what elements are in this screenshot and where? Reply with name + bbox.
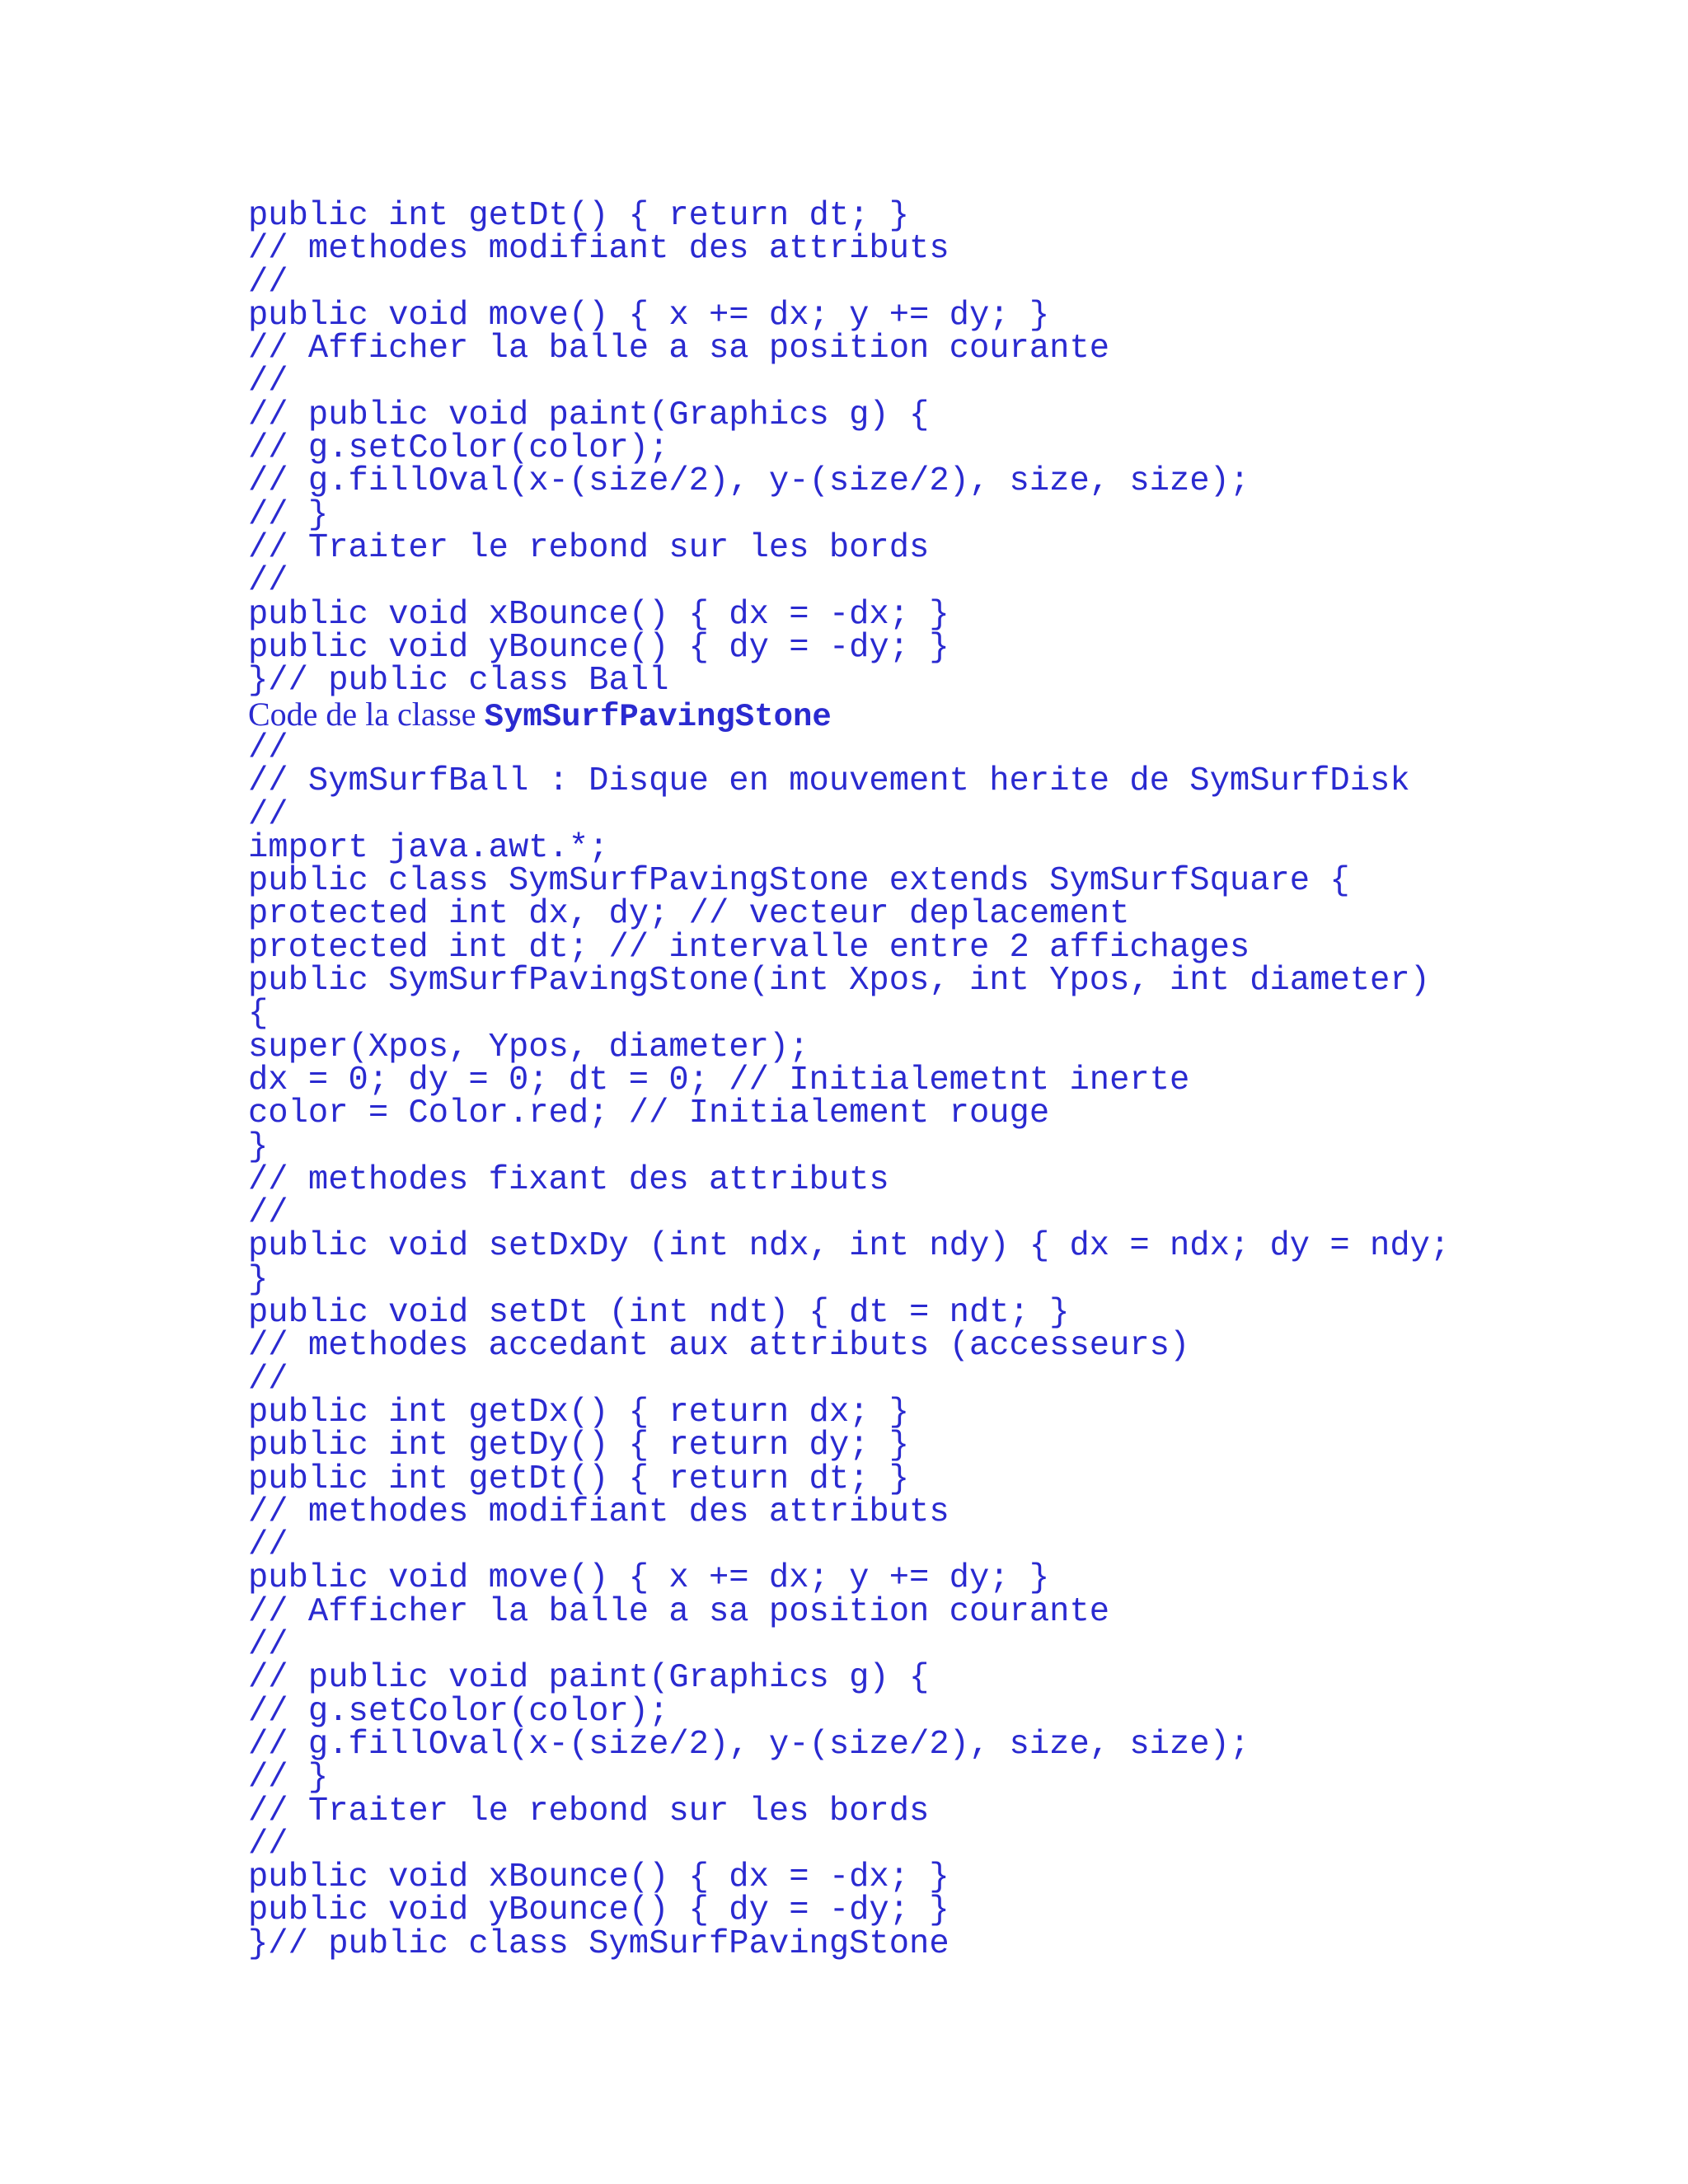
code-line: public int getDt() { return dt; } bbox=[248, 197, 910, 235]
code-line: // bbox=[248, 1626, 288, 1665]
heading-prefix: Code de la classe bbox=[248, 696, 485, 733]
code-line: // } bbox=[248, 495, 329, 534]
code-line: // Traiter le rebond sur les bords bbox=[248, 528, 930, 567]
code-listing-symsurfpavingstone bbox=[248, 729, 1451, 1963]
code-line: } bbox=[248, 1260, 269, 1299]
code-line: super(Xpos, Ypos, diameter); bbox=[248, 1028, 809, 1066]
code-line: { bbox=[248, 995, 269, 1033]
code-line: public int getDy() { return dy; } bbox=[248, 1427, 910, 1465]
heading-class-name: SymSurfPavingStone bbox=[484, 699, 832, 735]
code-line: import java.awt.*; bbox=[248, 828, 609, 867]
code-line: // g.fillOval(x-(size/2), y-(size/2), size, size); bbox=[248, 462, 1250, 501]
code-line: // public void paint(Graphics g) { bbox=[248, 396, 930, 434]
code-line: // methodes modifiant des attributs bbox=[248, 1493, 950, 1531]
code-line: // bbox=[248, 1526, 288, 1565]
code-line: public void xBounce() { dx = -dx; } bbox=[248, 595, 950, 634]
code-line: protected int dt; // intervalle entre 2 affichages bbox=[248, 928, 1250, 967]
code-line: // g.fillOval(x-(size/2), y-(size/2), size, size); bbox=[248, 1725, 1250, 1764]
code-line: } bbox=[248, 1127, 269, 1166]
code-listing-ball-end bbox=[248, 197, 1250, 701]
code-line: // bbox=[248, 795, 288, 834]
code-line: public void move() { x += dx; y += dy; } bbox=[248, 296, 1050, 335]
code-line: // public void paint(Graphics g) { bbox=[248, 1659, 930, 1698]
code-line: // } bbox=[248, 1759, 329, 1797]
code-line: public int getDt() { return dt; } bbox=[248, 1460, 910, 1498]
code-line: // methodes fixant des attributs bbox=[248, 1160, 889, 1199]
code-line: public void xBounce() { dx = -dx; } bbox=[248, 1858, 950, 1897]
code-line: // bbox=[248, 1825, 288, 1863]
code-line: }// public class SymSurfPavingStone bbox=[248, 1924, 950, 1963]
code-line: // bbox=[248, 363, 288, 401]
code-line: }// public class Ball bbox=[248, 662, 669, 701]
code-line: // g.setColor(color); bbox=[248, 429, 669, 468]
code-line: // Afficher la balle a sa position courante bbox=[248, 330, 1110, 368]
code-line: // Traiter le rebond sur les bords bbox=[248, 1792, 930, 1830]
code-line: // Afficher la balle a sa position courante bbox=[248, 1592, 1110, 1631]
code-line: // bbox=[248, 1360, 288, 1399]
code-line: color = Color.red; // Initialement rouge bbox=[248, 1094, 1050, 1133]
code-line: public class SymSurfPavingStone extends SymSurfSquare { bbox=[248, 862, 1350, 901]
code-line: // methodes modifiant des attributs bbox=[248, 230, 950, 269]
code-line: // bbox=[248, 562, 288, 601]
code-line: public void yBounce() { dy = -dy; } bbox=[248, 1891, 950, 1930]
code-line: protected int dx, dy; // vecteur deplacement bbox=[248, 895, 1130, 934]
code-line: // bbox=[248, 729, 288, 767]
code-line: // g.setColor(color); bbox=[248, 1692, 669, 1731]
code-line: public int getDx() { return dx; } bbox=[248, 1393, 910, 1432]
code-line: // bbox=[248, 1194, 288, 1233]
code-line: dx = 0; dy = 0; dt = 0; // Initialemetnt inerte bbox=[248, 1061, 1190, 1099]
section-heading bbox=[248, 696, 832, 735]
code-line: public void setDt (int ndt) { dt = ndt; } bbox=[248, 1294, 1070, 1333]
code-line: // bbox=[248, 263, 288, 302]
code-line: public void yBounce() { dy = -dy; } bbox=[248, 628, 950, 667]
code-line: // SymSurfBall : Disque en mouvement herite de SymSurfDisk bbox=[248, 762, 1410, 801]
code-line: public void move() { x += dx; y += dy; } bbox=[248, 1559, 1050, 1598]
code-line: public void setDxDy (int ndx, int ndy) { dx = ndx; dy = ndy; bbox=[248, 1227, 1451, 1266]
code-line: public SymSurfPavingStone(int Xpos, int Ypos, int diameter) bbox=[248, 962, 1430, 1001]
code-line: // methodes accedant aux attributs (accesseurs) bbox=[248, 1327, 1190, 1366]
